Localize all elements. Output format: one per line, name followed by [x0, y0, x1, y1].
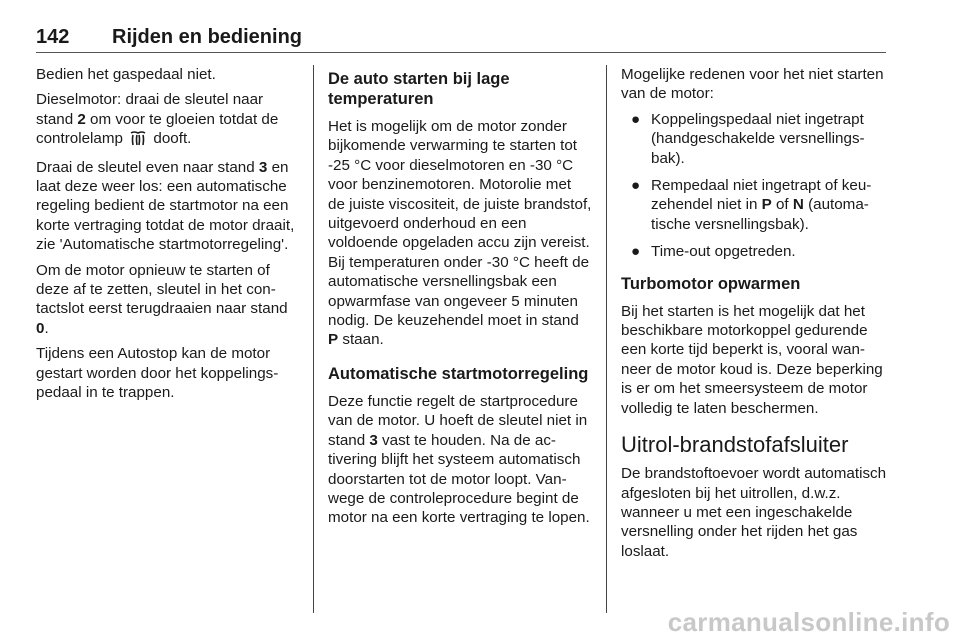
bullet-list [621, 110, 889, 262]
column-divider [313, 65, 314, 613]
section-title: Uitrol-brandstofafsluiter [621, 432, 849, 458]
paragraph: Dieselmotor: draai de sleutel naar stand 2 om voor te gloeien totdat de controlelamp dooft. [36, 90, 304, 151]
page-header [36, 26, 886, 53]
section-heading: Turbomotor opwarmen [621, 274, 801, 293]
bullet-icon: ● [631, 243, 641, 261]
section-heading: De auto starten bij lage temperaturen [328, 70, 510, 108]
paragraph: Bij het starten is het mogelijk dat het beschikbare motorkoppel gedurende een korte tijd beperkt is, vooral wanneer de motor koud is. Deze beperking is er om het smeersysteem de motor volledig te laten beschermen. [621, 302, 883, 417]
paragraph: Tijdens een Autostop kan de motor gestart worden door het koppelingspedaal in te trappen. [36, 345, 279, 402]
paragraph: De brandstoftoevoer wordt automatisch afgesloten bij het uitrollen, d.w.z. wanneer u met een ingeschakelde versnelling onder het rijden het gas loslaat. [621, 465, 887, 560]
page-number: 142 [36, 26, 70, 48]
paragraph: Draai de sleutel even naar stand 3 en laat deze weer los: een automatische regeling bedient de startmotor na een korte vertraging totdat de motor draait, zie 'Automatische startmotorregeling'. [36, 158, 295, 254]
list-item: ● Rempedaal niet ingetrapt of keuzehendel niet in P of N (automatische versnellingsbak). [631, 177, 872, 233]
paragraph: Mogelijke redenen voor het niet starten van de motor: [621, 66, 884, 103]
column-middle [328, 65, 592, 534]
list-item: ● Koppelingspedaal niet ingetrapt (handgeschakelde versnellingsbak). [631, 110, 865, 167]
column-left [36, 65, 304, 409]
chapter-title: Rijden en bediening [112, 26, 303, 48]
paragraph: Om de motor opnieuw te starten of deze af te zetten, sleutel in het contactslot eerst terugdraaien naar stand 0. [36, 261, 288, 337]
paragraph: Deze functie regelt de startprocedure van de motor. U hoeft de sleutel niet in stand 3 vast te houden. Na de activering blijft het systeem automatisch doorstarten tot de motor loopt. Vanwege de controleprocedure begint de motor na een korte vertraging te lopen. [328, 392, 590, 527]
list-item: ● Time-out opgetreden. [631, 243, 796, 261]
section-heading: Automatische startmotorregeling [328, 364, 589, 383]
bullet-icon: ● [631, 177, 641, 195]
bullet-icon: ● [631, 110, 641, 128]
column-right [621, 65, 889, 567]
glow-plug-icon [129, 130, 147, 151]
paragraph: Het is mogelijk om de motor zonder bijkomende verwarming te starten tot -25 °C voor dieselmotoren en -30 °C voor benzinemotoren. Motorolie met de juiste viscositeit, de juiste brandstof, uitgevoerd onderhoud en een voldoende opgeladen accu zijn vereist. Bij temperaturen onder -30 °C heeft de automatische versnellingsbak een opwarmfase van ongeveer 5 minuten nodig. De keuzehendel moet in stand P staan. [328, 118, 592, 349]
watermark: carmanualsonline.info [667, 607, 950, 637]
column-divider [606, 65, 607, 613]
paragraph: Bedien het gaspedaal niet. [36, 66, 216, 83]
